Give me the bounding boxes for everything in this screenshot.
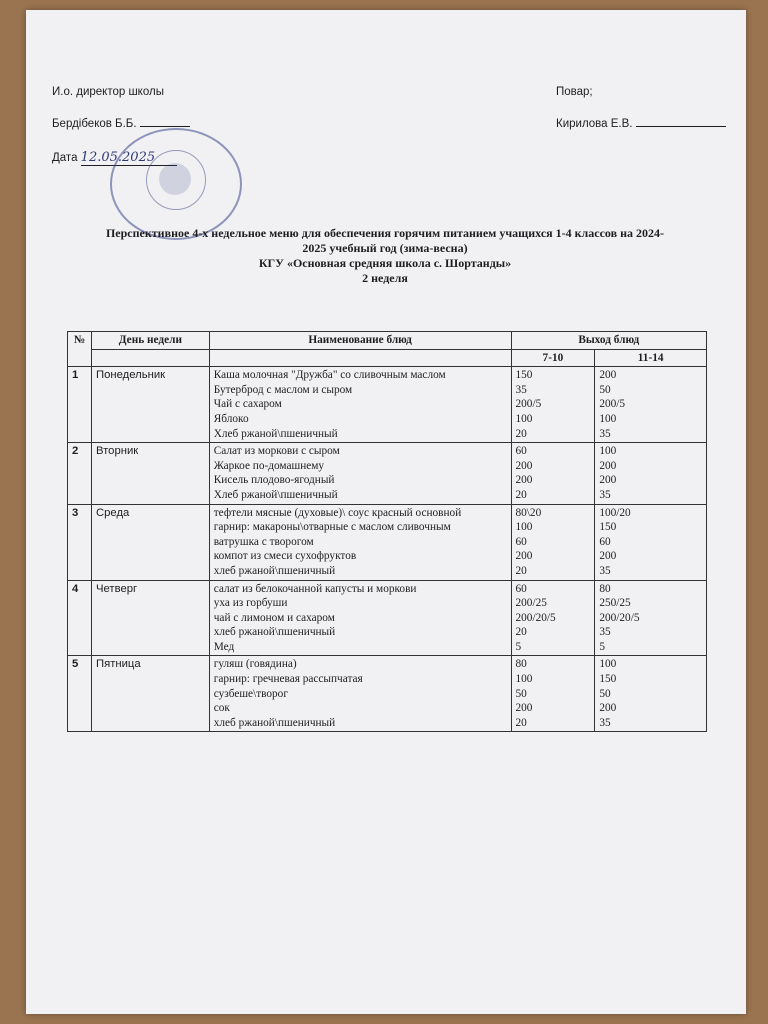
output-11-14-value: 35 bbox=[599, 716, 611, 729]
dish-name: Мед bbox=[213, 640, 235, 653]
output-11-14-value: 100/20 bbox=[599, 506, 631, 519]
dish-cell bbox=[209, 656, 511, 732]
output-11-14-value: 5 bbox=[599, 640, 605, 653]
output-11-14-value: 200/5 bbox=[599, 398, 626, 411]
output-7-10-value: 50 bbox=[515, 687, 527, 700]
row-number: 1 bbox=[68, 367, 92, 443]
col-header-output: Выход блюд bbox=[511, 332, 707, 350]
dish-name: Жаркое по-домашнему bbox=[213, 459, 325, 472]
dish-name: Бутерброд с маслом и сыром bbox=[213, 383, 353, 396]
output-7-10-value: 60 bbox=[515, 582, 527, 595]
output-7-10-cell bbox=[511, 367, 595, 443]
output-7-10-value: 200 bbox=[515, 474, 533, 487]
output-11-14-value: 50 bbox=[599, 383, 611, 396]
output-11-14-value: 35 bbox=[599, 427, 611, 440]
output-11-14-value: 60 bbox=[599, 535, 611, 548]
output-7-10-value: 20 bbox=[515, 427, 527, 440]
output-7-10-value: 100 bbox=[515, 673, 533, 686]
director-signature bbox=[140, 126, 190, 127]
col-header-num: № bbox=[68, 332, 92, 367]
table-subheader-row bbox=[68, 349, 707, 367]
output-7-10-value: 200/5 bbox=[515, 398, 542, 411]
dish-name: Каша молочная "Дружба" со сливочным маслом bbox=[213, 369, 446, 382]
output-7-10-cell bbox=[511, 443, 595, 504]
dish-name: Хлеб ржаной\пшеничный bbox=[213, 427, 338, 440]
dish-name: компот из смеси сухофруктов bbox=[213, 550, 357, 563]
title-line-3: КГУ «Основная средняя школа с. Шортанды» bbox=[258, 256, 512, 270]
dish-cell bbox=[209, 367, 511, 443]
output-7-10-value: 100 bbox=[515, 412, 533, 425]
title-line-4: 2 неделя bbox=[362, 271, 408, 285]
output-11-14-cell bbox=[595, 443, 707, 504]
dish-name: Чай с сахаром bbox=[213, 398, 282, 411]
output-11-14-value: 35 bbox=[599, 564, 611, 577]
output-7-10-value: 20 bbox=[515, 626, 527, 639]
output-11-14-cell bbox=[595, 656, 707, 732]
output-7-10-value: 150 bbox=[515, 369, 533, 382]
output-11-14-value: 200 bbox=[599, 369, 617, 382]
output-11-14-value: 35 bbox=[599, 626, 611, 639]
table-body bbox=[68, 367, 707, 732]
output-11-14-value: 250/25 bbox=[599, 597, 631, 610]
dish-name: сок bbox=[213, 702, 230, 715]
date-label: Дата bbox=[52, 152, 78, 164]
output-11-14-value: 50 bbox=[599, 687, 611, 700]
stamp-emblem-ring bbox=[146, 150, 206, 210]
title-line-2: 2025 учебный год (зима-весна) bbox=[302, 241, 468, 255]
table-row bbox=[68, 443, 707, 504]
day-of-week: Четверг bbox=[91, 580, 209, 656]
col-header-age-11-14: 11-14 bbox=[595, 349, 707, 367]
row-number: 5 bbox=[68, 656, 92, 732]
dish-cell bbox=[209, 580, 511, 656]
output-7-10-value: 60 bbox=[515, 445, 527, 458]
dish-name: Яблоко bbox=[213, 412, 249, 425]
day-of-week: Понедельник bbox=[91, 367, 209, 443]
output-11-14-value: 200/20/5 bbox=[599, 611, 640, 624]
row-number: 2 bbox=[68, 443, 92, 504]
day-of-week: Вторник bbox=[91, 443, 209, 504]
output-7-10-value: 200/25 bbox=[515, 597, 547, 610]
stamp-emblem bbox=[159, 163, 191, 195]
dish-name: сузбеше\творог bbox=[213, 687, 288, 700]
output-7-10-value: 200/20/5 bbox=[515, 611, 556, 624]
output-11-14-value: 200 bbox=[599, 702, 617, 715]
output-11-14-value: 150 bbox=[599, 521, 617, 534]
output-11-14-cell bbox=[595, 580, 707, 656]
dish-name: хлеб ржаной\пшеничный bbox=[213, 626, 336, 639]
output-7-10-cell bbox=[511, 656, 595, 732]
output-11-14-value: 200 bbox=[599, 474, 617, 487]
output-7-10-value: 80\20 bbox=[515, 506, 542, 519]
dish-name: гарнир: гречневая рассыпчатая bbox=[213, 673, 363, 686]
dish-name: гарнир: макароны\отварные с маслом сливочным bbox=[213, 521, 451, 534]
col-subheader-day-empty bbox=[91, 349, 209, 367]
dish-name: салат из белокочанной капусты и моркови bbox=[213, 582, 417, 595]
output-7-10-value: 20 bbox=[515, 488, 527, 501]
output-7-10-cell bbox=[511, 504, 595, 580]
menu-table bbox=[67, 331, 707, 732]
dish-name: хлеб ржаной\пшеничный bbox=[213, 564, 336, 577]
col-subheader-dish-empty bbox=[209, 349, 511, 367]
dish-name: уха из горбуши bbox=[213, 597, 288, 610]
output-7-10-value: 100 bbox=[515, 521, 533, 534]
col-header-dish: Наименование блюд bbox=[209, 332, 511, 350]
output-7-10-value: 35 bbox=[515, 383, 527, 396]
output-11-14-value: 35 bbox=[599, 488, 611, 501]
output-7-10-value: 80 bbox=[515, 658, 527, 671]
dish-name: Хлеб ржаной\пшеничный bbox=[213, 488, 338, 501]
date-value: 12.05.2025 bbox=[81, 150, 177, 166]
output-11-14-value: 100 bbox=[599, 445, 617, 458]
output-7-10-value: 200 bbox=[515, 459, 533, 472]
title-line-1: Перспективное 4-х недельное меню для обеспечения горячим питанием учащихся 1-4 классов на 2024- bbox=[105, 226, 665, 240]
cook-name: Кирилова Е.В. bbox=[556, 118, 633, 130]
director-name: Бердібеков Б.Б. bbox=[52, 118, 137, 130]
output-11-14-value: 100 bbox=[599, 658, 617, 671]
output-11-14-value: 80 bbox=[599, 582, 611, 595]
day-of-week: Пятница bbox=[91, 656, 209, 732]
output-11-14-cell bbox=[595, 504, 707, 580]
dish-name: ватрушка с творогом bbox=[213, 535, 314, 548]
output-11-14-cell bbox=[595, 367, 707, 443]
table-row bbox=[68, 504, 707, 580]
table-row bbox=[68, 367, 707, 443]
day-of-week: Среда bbox=[91, 504, 209, 580]
dish-name: Салат из моркови с сыром bbox=[213, 445, 340, 458]
output-7-10-value: 20 bbox=[515, 564, 527, 577]
output-7-10-value: 200 bbox=[515, 702, 533, 715]
table-header-row bbox=[68, 332, 707, 350]
output-11-14-value: 200 bbox=[599, 459, 617, 472]
director-title: И.о. директор школы bbox=[52, 86, 164, 98]
col-header-age-7-10: 7-10 bbox=[511, 349, 595, 367]
dish-name: Кисель плодово-ягодный bbox=[213, 474, 335, 487]
output-7-10-value: 20 bbox=[515, 716, 527, 729]
table-row bbox=[68, 656, 707, 732]
output-11-14-value: 150 bbox=[599, 673, 617, 686]
official-stamp bbox=[110, 128, 242, 240]
output-7-10-value: 5 bbox=[515, 640, 522, 653]
output-7-10-value: 200 bbox=[515, 550, 533, 563]
dish-name: тефтели мясные (духовые)\ соус красный основной bbox=[213, 506, 462, 519]
dish-cell bbox=[209, 443, 511, 504]
output-7-10-value: 60 bbox=[515, 535, 527, 548]
output-7-10-cell bbox=[511, 580, 595, 656]
table-row bbox=[68, 580, 707, 656]
col-header-day: День недели bbox=[91, 332, 209, 350]
cook-signature bbox=[636, 126, 726, 127]
dish-name: гуляш (говядина) bbox=[213, 658, 297, 671]
row-number: 3 bbox=[68, 504, 92, 580]
document-title bbox=[60, 226, 710, 286]
row-number: 4 bbox=[68, 580, 92, 656]
output-11-14-value: 200 bbox=[599, 550, 617, 563]
cook-signature-line bbox=[556, 118, 726, 130]
cook-title: Повар; bbox=[556, 86, 593, 98]
dish-name: чай с лимоном и сахаром bbox=[213, 611, 335, 624]
dish-name: хлеб ржаной\пшеничный bbox=[213, 716, 336, 729]
dish-cell bbox=[209, 504, 511, 580]
output-11-14-value: 100 bbox=[599, 412, 617, 425]
